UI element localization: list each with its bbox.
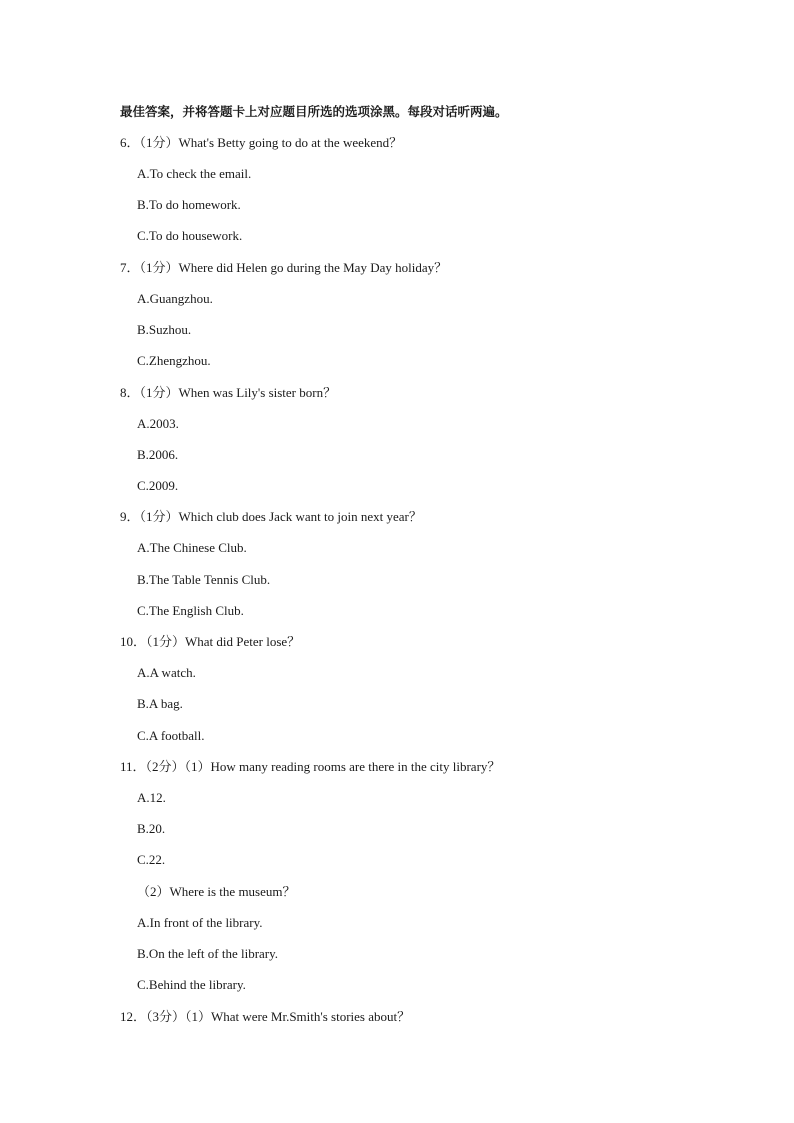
section-instructions: 最佳答案，并将答题卡上对应题目所选的选项涂黑。每段对话听两遍。	[120, 104, 508, 119]
question-6-option-a: A.To check the email.	[137, 166, 252, 181]
question-11-sub-stem: （2）Where is the museum？	[137, 884, 296, 899]
question-8-stem: 8．（1分）When was Lily's sister born？	[120, 385, 337, 400]
question-11-stem: 11．（2分）（1）How many reading rooms are there in the city library？	[120, 759, 501, 774]
question-6-stem: 6．（1分）What's Betty going to do at the weekend？	[120, 135, 403, 150]
question-9-stem: 9．（1分）Which club does Jack want to join next year？	[120, 509, 422, 524]
question-9-option-c: C.The English Club.	[137, 603, 244, 618]
question-9-option-b: B.The Table Tennis Club.	[137, 572, 271, 587]
question-8-option-a: A.2003.	[137, 416, 179, 431]
question-7-option-c: C.Zhengzhou.	[137, 353, 211, 368]
question-11-option-c: C.22.	[137, 852, 166, 867]
question-11-option-b: B.20.	[137, 821, 166, 836]
question-11-sub-option-c: C.Behind the library.	[137, 977, 246, 992]
question-7-option-a: A.Guangzhou.	[137, 291, 213, 306]
question-11-option-a: A.12.	[137, 790, 166, 805]
question-6-option-c: C.To do housework.	[137, 228, 243, 243]
question-11-sub-option-b: B.On the left of the library.	[137, 946, 279, 961]
question-10-option-a: A.A watch.	[137, 665, 196, 680]
question-10-option-c: C.A football.	[137, 728, 205, 743]
question-7-stem: 7．（1分）Where did Helen go during the May Day holiday？	[120, 260, 448, 275]
question-7-option-b: B.Suzhou.	[137, 322, 192, 337]
question-10-option-b: B.A bag.	[137, 696, 183, 711]
question-10-stem: 10．（1分）What did Peter lose？	[120, 634, 301, 649]
question-8-option-c: C.2009.	[137, 478, 179, 493]
question-8-option-b: B.2006.	[137, 447, 179, 462]
question-12-stem: 12．（3分）（1）What were Mr.Smith's stories about？	[120, 1009, 411, 1024]
question-9-option-a: A.The Chinese Club.	[137, 540, 247, 555]
question-6-option-b: B.To do homework.	[137, 197, 241, 212]
question-11-sub-option-a: A.In front of the library.	[137, 915, 263, 930]
